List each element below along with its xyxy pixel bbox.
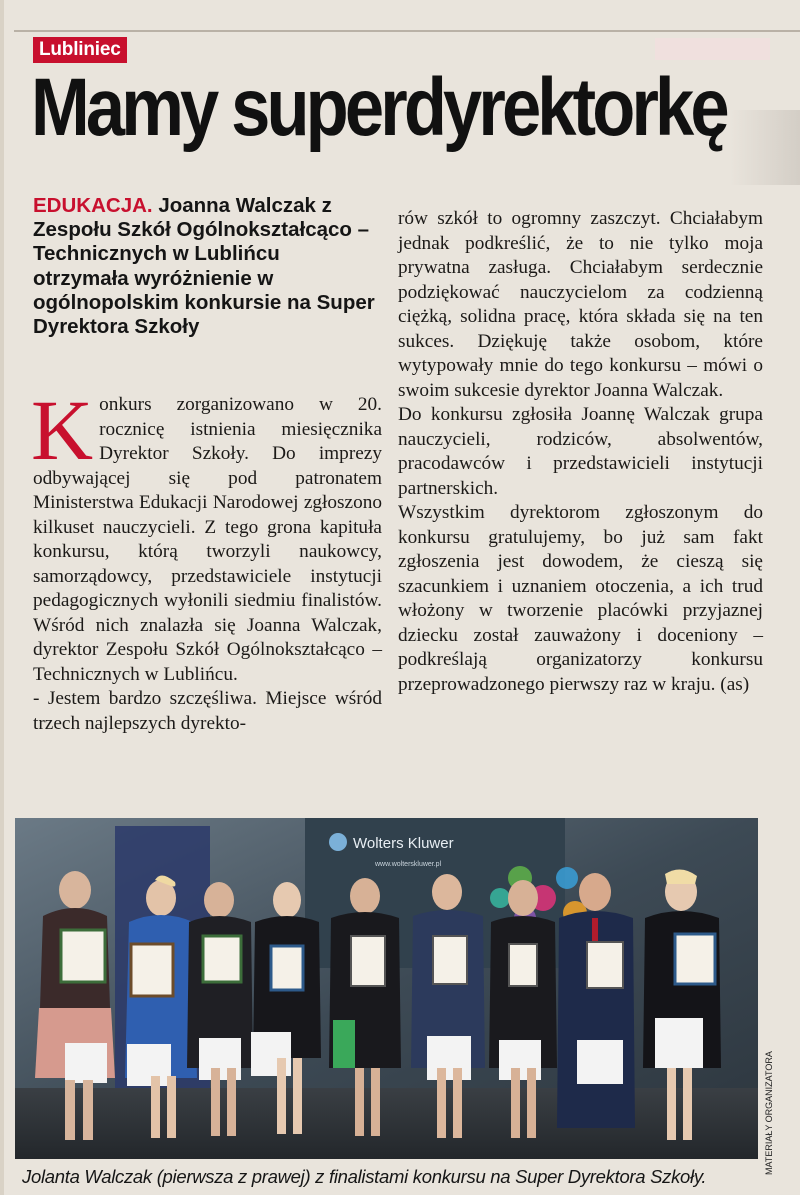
paper-edge <box>0 0 4 1195</box>
photo-credit <box>760 1020 780 1180</box>
body-paragraph-2: rów szkół to ogromny zaszczyt. Chciałabym jednak podkreślić, że to nie tylko moja prywatna zasługa. Chciałabym serdecznie podziękować nauczycielom za codzienną ciężką, solidna pracę, która składa się na ten sukces. Dziękuję także osobom, które wytypowały mnie do tego konkursu – mówi o swoim sukcesie dyrektor Joanna Walczak. <box>398 208 763 401</box>
banner-brand: Wolters Kluwer <box>353 835 454 852</box>
banner-url: www.wolterskluwer.pl <box>375 861 442 868</box>
group-photo-illustration <box>15 818 758 1159</box>
group-photo <box>15 818 758 1159</box>
body-quote-start: - Jestem bardzo szczęśliwa. Miejsce wśród trzech najlepszych dyrekto- <box>33 688 382 734</box>
headline: Mamy superdyrektorkę <box>31 62 726 153</box>
article-column-left <box>31 382 382 736</box>
lead-paragraph <box>33 194 378 339</box>
bleed-through-tag <box>655 38 770 60</box>
body-paragraph-4: Wszystkim dyrektorom zgłoszonym do konkursu gratulujemy, bo już sam fakt zgłoszenia jest dowodem, że cieszą się szacunkiem i uznaniem otoczenia, a ich trud włożony w tworzenie placówki przyjaznej dziecku został zauważony i doceniony – podkreślają organizatorzy konkursu przeprowadzonego pierwszy raz w kraju. (as) <box>398 502 763 695</box>
drop-cap: K <box>31 382 94 478</box>
body-paragraph-3: Do konkursu zgłosiła Joannę Walczak grupa nauczycieli, rodziców, absolwentów, pracodawców i przedstawicieli instytucji partnerskich. <box>398 404 763 499</box>
lead-kicker: EDUKACJA. <box>33 194 153 217</box>
photo-credit-text: MATERIAŁY ORGANIZATORA <box>764 1051 774 1175</box>
lead-text: Joanna Walczak z Zespołu Szkół Ogólnokształcąco – Technicznych w Lublińcu otrzymała wyróżnienie w ogólnopolskim konkursie na Super Dyrektora Szkoły <box>33 194 375 339</box>
photo-caption: Jolanta Walczak (pierwsza z prawej) z finalistami konkursu na Super Dyrektora Szkoły. <box>22 1166 707 1187</box>
article-column-right <box>398 207 763 697</box>
section-tag: Lubliniec <box>33 37 127 63</box>
body-paragraph-1: onkurs zorganizowano w 20. rocznicę istnienia miesięcznika Dyrektor Szkoły. Do imprezy odbywającej się pod patronatem Ministerstwa Edukacji Narodowej zgłoszono kilkuset nauczycieli. Z tego grona kapituła konkursu, którą tworzyli naukowcy, samorządowcy, przedstawiciele instytucji pedagogicznych wyłonili siedmiu finalistów. Wśród nich znalazła się Joanna Walczak, dyrektor Zespołu Szkół Ogólnokształcąco – Technicznych w Lublińcu. <box>33 394 382 685</box>
bleed-through-area <box>730 110 800 185</box>
top-rule <box>14 30 800 32</box>
